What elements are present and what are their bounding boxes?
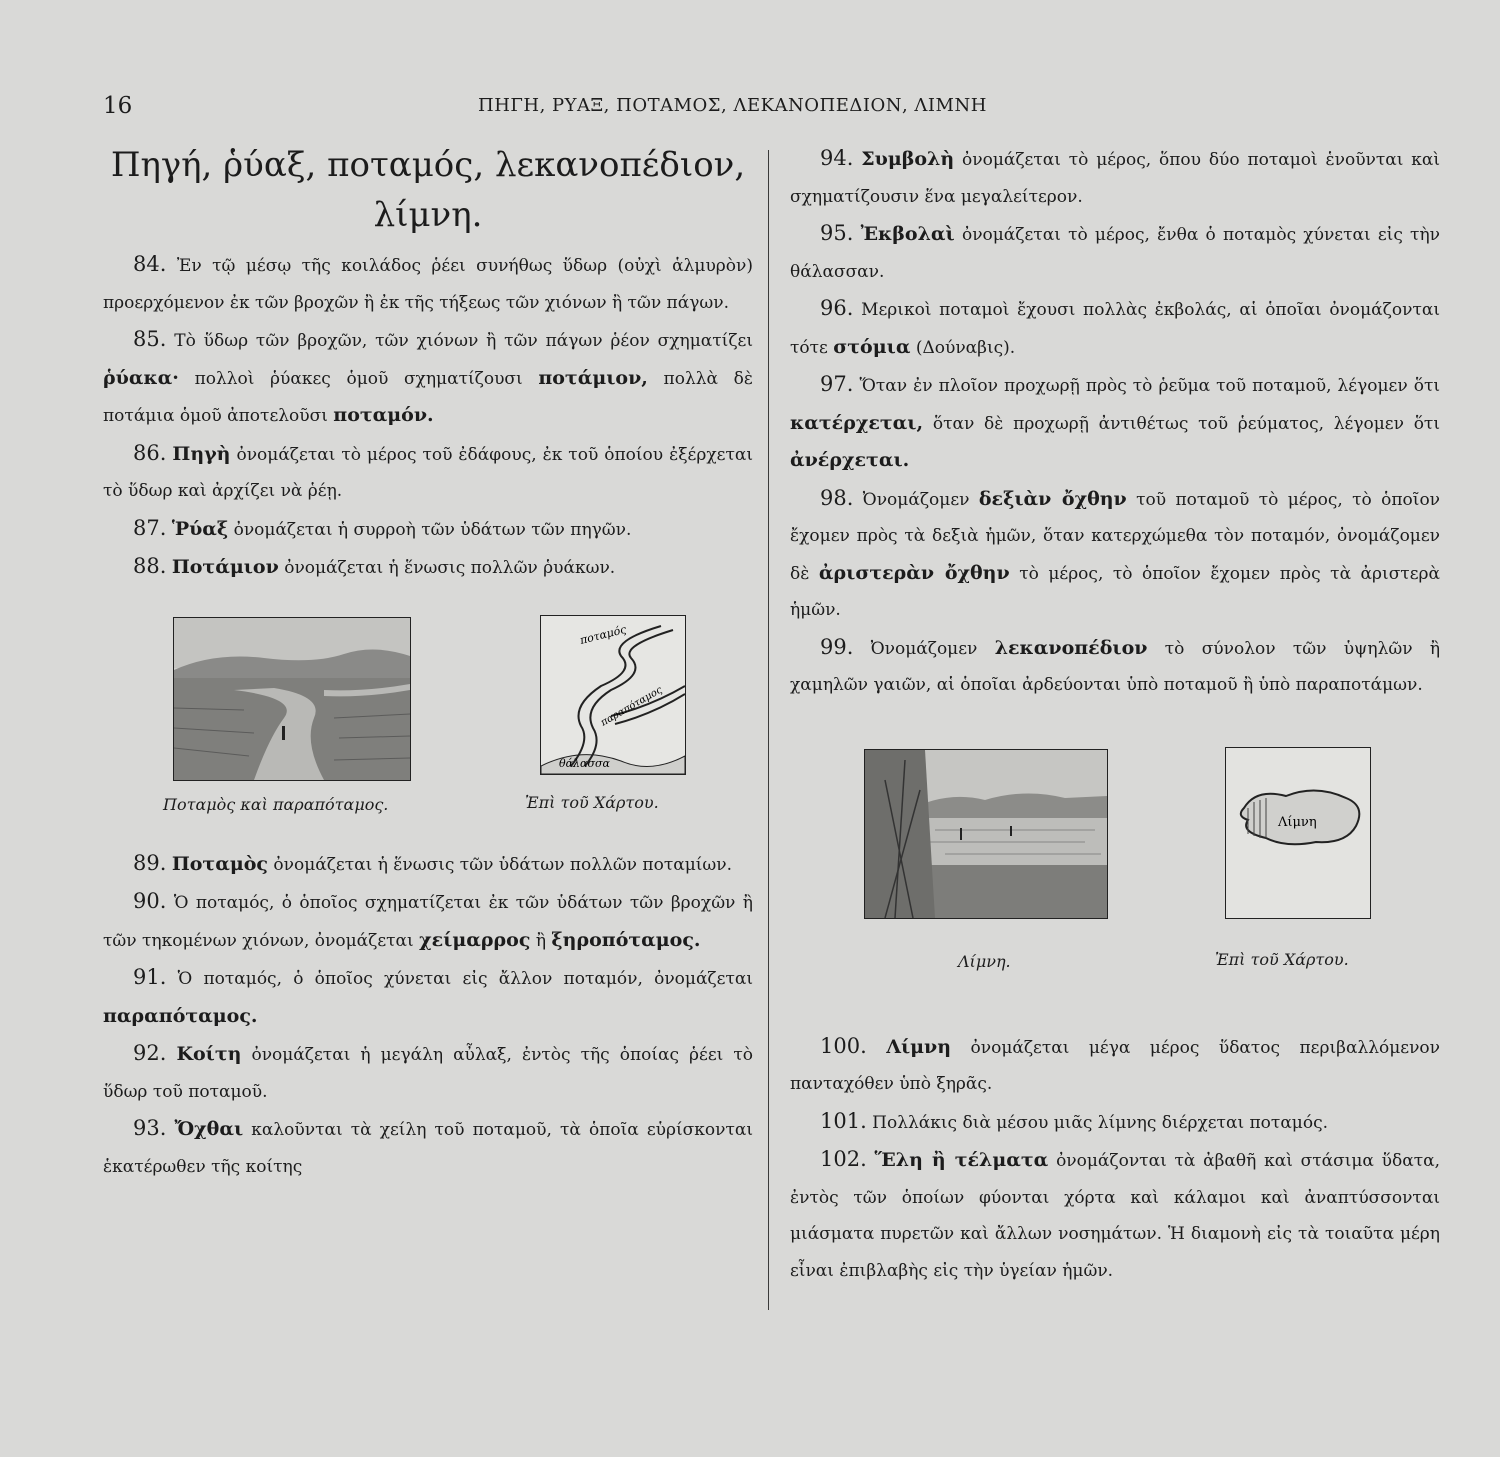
paragraph-text: τὸ σύνολον τῶν ὑψηλῶν ἢ χαμηλῶν γαιῶν, αἱ ὁποῖαι ἀρδεύονται ὑπὸ ποταμοῦ ἢ ὑπὸ παραποτάμων. [790,638,1441,695]
paragraph-text: Ὁ ποταμός, ὁ ὁποῖος σχηματίζεται ἐκ τῶν ὑδάτων τῶν βροχῶν ἢ τῶν τηκομένων χιόνων, ὀνομάζεται [103,893,753,951]
paragraph-text: (Δούναβις). [915,337,1016,358]
paragraph-number: 101. [820,1108,867,1133]
map-label-tributary: παραπόταμος [599,684,665,729]
paragraph-text: τὸ μέρος, τὸ ὁποῖον ἔχομεν πρὸς τὰ ἀριστερὰ ἡμῶν. [790,563,1440,620]
paragraph-text: καλοῦνται τὰ χείλη τοῦ ποταμοῦ, τὰ ὁποῖα εὑρίσκονται ἑκατέρωθεν τῆς κοίτης [103,1120,754,1177]
term-aristera-ochthi: ἀριστερὰν ὄχθην [818,561,1010,584]
paragraph-101 [790,1103,1440,1142]
figure-row-lake [790,704,1440,1004]
paragraph-number: 84. [133,252,167,276]
paragraph-text: ἢ [535,930,546,951]
paragraph-number: 96. [820,296,854,320]
paragraph-number: 91. [133,965,167,989]
title-line-1: Πηγή, ῥύαξ, ποταμός, λεκανοπέδιον, [110,145,746,185]
paragraph-text: Ὀνομάζομεν [870,638,978,659]
figure-caption-river: Ποταμὸς καὶ παραπόταμος. [163,794,389,814]
paragraph-text: ὀνομάζεται ἡ συρροὴ τῶν ὑδάτων τῶν πηγῶν. [233,519,632,540]
paragraph-number: 86. [133,440,167,465]
paragraph-89 [103,845,753,884]
paragraph-number: 90. [133,889,167,913]
term-parapotamos: παραπόταμος. [103,1004,258,1027]
paragraph-100 [790,1028,1440,1103]
paragraph-91 [103,959,753,1035]
term-lekanopedion: λεκανοπέδιον [994,636,1148,659]
term-dexia-ochthi: δεξιὰν ὄχθην [978,487,1127,510]
paragraph-text: ὀνομάζεται τὸ μέρος τοῦ ἐδάφους, ἐκ τοῦ ὁποίου ἐξέρχεται τὸ ὕδωρ καὶ ἀρχίζει νὰ ῥέῃ. [103,444,754,501]
paragraph-text: πολλὰ δὲ ποτάμια ὁμοῦ ἀποτελοῦσι [103,368,753,426]
paragraph-number: 102. [820,1147,867,1171]
paragraph-95 [790,215,1440,290]
paragraph-text: ὀνομάζεται τὸ μέρος, ὅπου δύο ποταμοὶ ἑνοῦνται καὶ σχηματίζουσιν ἕνα μεγαλείτερον. [790,150,1441,207]
term-rhyax: ῥύακα· [103,366,179,389]
term-ochthai: Ὄχθαι [174,1118,244,1140]
paragraph-number: 88. [133,554,167,578]
paragraph-text: Ὅταν ἐν πλοῖον προχωρῇ πρὸς τὸ ῥεῦμα τοῦ ποταμοῦ, λέγομεν ὅτι [859,376,1441,396]
paragraph-88 [103,548,753,587]
paragraph-number: 98. [820,485,854,510]
paragraph-92 [103,1035,753,1110]
term-symvoli: Συμβολὴ [861,148,955,170]
paragraph-text: Ὀνομάζομεν [862,489,970,510]
term-potamos-def: Ποταμὸς [171,852,268,875]
paragraph-number: 94. [820,146,854,170]
paragraph-96 [790,290,1440,366]
term-cheimarros: χείμαρρος [419,928,531,951]
river-engraving [173,617,411,781]
paragraph-text: τοῦ ποταμοῦ τὸ μέρος, τὸ ὁποῖον ἔχομεν πρὸς τὰ δεξιὰ ἡμῶν, ὅταν κατερχώμεθα τὸν ποταμόν, ὀνομάζομεν δὲ [790,489,1441,584]
paragraph-text: Μερικοὶ ποταμοὶ ἔχουσι πολλὰς ἐκβολάς, αἱ ὁποῖαι ὀνομάζονται τότε [790,300,1440,358]
paragraph-text: ὀνομάζεται ἡ μεγάλη αὖλαξ, ἐντὸς τῆς ὁποίας ῥέει τὸ ὕδωρ τοῦ ποταμοῦ. [103,1045,754,1102]
paragraph-number: 97. [820,372,854,396]
term-limni: Λίμνη [886,1035,952,1058]
paragraph-text: ὀνομάζεται τὸ μέρος, ἔνθα ὁ ποταμὸς χύνεται εἰς τὴν θάλασσαν. [790,225,1440,282]
term-potamion-def: Ποτάμιον [171,556,279,578]
left-column [103,140,753,1185]
paragraph-text: ὀνομάζεται ἡ ἕνωσις πολλῶν ῥυάκων. [284,558,616,578]
map-label-sea: θάλασσα [559,756,610,770]
paragraph-number: 85. [133,327,167,351]
lake-map-label: Λίμνη [1278,814,1317,830]
paragraph-text: Τὸ ὕδωρ τῶν βροχῶν, τῶν χιόνων ἢ τῶν πάγων ῥέον σχηματίζει [174,331,754,351]
term-ekvolai: Ἐκβολαὶ [860,223,955,245]
river-map [540,615,686,775]
lake-engraving [864,749,1108,919]
running-head: ΠΗΓΗ, ΡΥΑΞ, ΠΟΤΑΜΟΣ, ΛΕΚΑΝΟΠΕΔΙΟΝ, ΛΙΜΝΗ [478,95,987,116]
term-xeropotamos: ξηροπόταμος. [551,928,701,951]
term-potamos: ποταμόν. [333,404,434,426]
term-koiti: Κοίτη [176,1043,242,1065]
paragraph-number: 93. [133,1116,167,1140]
paragraph-98 [790,480,1440,629]
paragraph-text: Ἐν τῷ μέσῳ τῆς κοιλάδος ῥέει συνήθως ὕδωρ (οὐχὶ ἁλμυρὸν) προερχόμενον ἐκ τῶν βροχῶν ἢ ἐκ τῆς τήξεως τῶν χιόνων ἢ τῶν πάγων. [103,256,753,313]
paragraph-text: πολλοὶ ῥύακες ὁμοῦ σχηματίζουσι [194,368,523,389]
paragraph-85 [103,321,753,435]
term-pigi: Πηγὴ [172,442,231,465]
figure-caption-map: Ἐπὶ τοῦ Χάρτου. [525,792,659,812]
term-katerchetai: κατέρχεται, [790,411,924,434]
paragraph-86 [103,435,753,510]
paragraph-102 [790,1141,1440,1289]
column-divider [768,150,769,1310]
paragraph-text: ὀνομάζεται μέγα μέρος ὕδατος περιβαλλόμενον πανταχόθεν ὑπὸ ξηρᾶς. [790,1037,1441,1094]
paragraph-94 [790,140,1440,215]
paragraph-number: 89. [133,850,167,875]
paragraph-number: 95. [820,221,854,245]
paragraph-text: ὀνομάζονται τὰ ἀβαθῆ καὶ στάσιμα ὕδατα, ἐντὸς τῶν ὁποίων φύονται χόρτα καὶ κάλαμοι καὶ ἀναπτύσσονται μιάσματα πυρετῶν καὶ ἄλλων νοσημάτων. Ἡ διαμονὴ εἰς τὰ τοιαῦτα μέρη εἶναι ἐπιβλαβὴς εἰς τὴν ὑγείαν ἡμῶν. [790,1151,1441,1281]
paragraph-text: Πολλάκις διὰ μέσου μιᾶς λίμνης διέρχεται ποταμός. [872,1112,1329,1133]
paragraph-number: 92. [133,1041,167,1065]
paragraph-87 [103,510,753,549]
paragraph-number: 100. [820,1033,867,1058]
map-label-river: ποταμός [578,622,628,647]
page-number: 16 [103,93,133,119]
title-line-2: λίμνη. [373,195,483,235]
right-column [790,140,1440,1289]
paragraph-text: ὀνομάζεται ἡ ἕνωσις τῶν ὑδάτων πολλῶν ποταμίων. [273,854,733,875]
paragraph-text: Ὁ ποταμός, ὁ ὁποῖος χύνεται εἰς ἄλλον ποταμόν, ὀνομάζεται [177,969,754,989]
term-potamion: ποτάμιον, [538,366,648,389]
paragraph-93 [103,1110,753,1185]
paragraph-84 [103,246,753,321]
paragraph-90 [103,883,753,959]
paragraph-97 [790,366,1440,480]
lake-map [1225,747,1371,919]
figure-caption-lake-map: Ἐπὶ τοῦ Χάρτου. [1215,949,1349,969]
figure-caption-lake: Λίμνη. [958,951,1011,971]
term-eli-telmata: Ἕλη ἢ τέλματα [874,1149,1049,1171]
section-title [103,140,753,240]
paragraph-text: ὅταν δὲ προχωρῇ ἀντιθέτως τοῦ ῥεύματος, λέγομεν ὅτι [932,413,1440,434]
term-stomia: στόμια [833,335,911,358]
figure-row-river [103,587,753,827]
paragraph-number: 87. [133,515,167,540]
term-anerchetai: ἀνέρχεται. [790,449,910,471]
term-ryax: Ῥύαξ [171,517,229,540]
paragraph-99 [790,629,1440,704]
paragraph-number: 99. [820,634,854,659]
